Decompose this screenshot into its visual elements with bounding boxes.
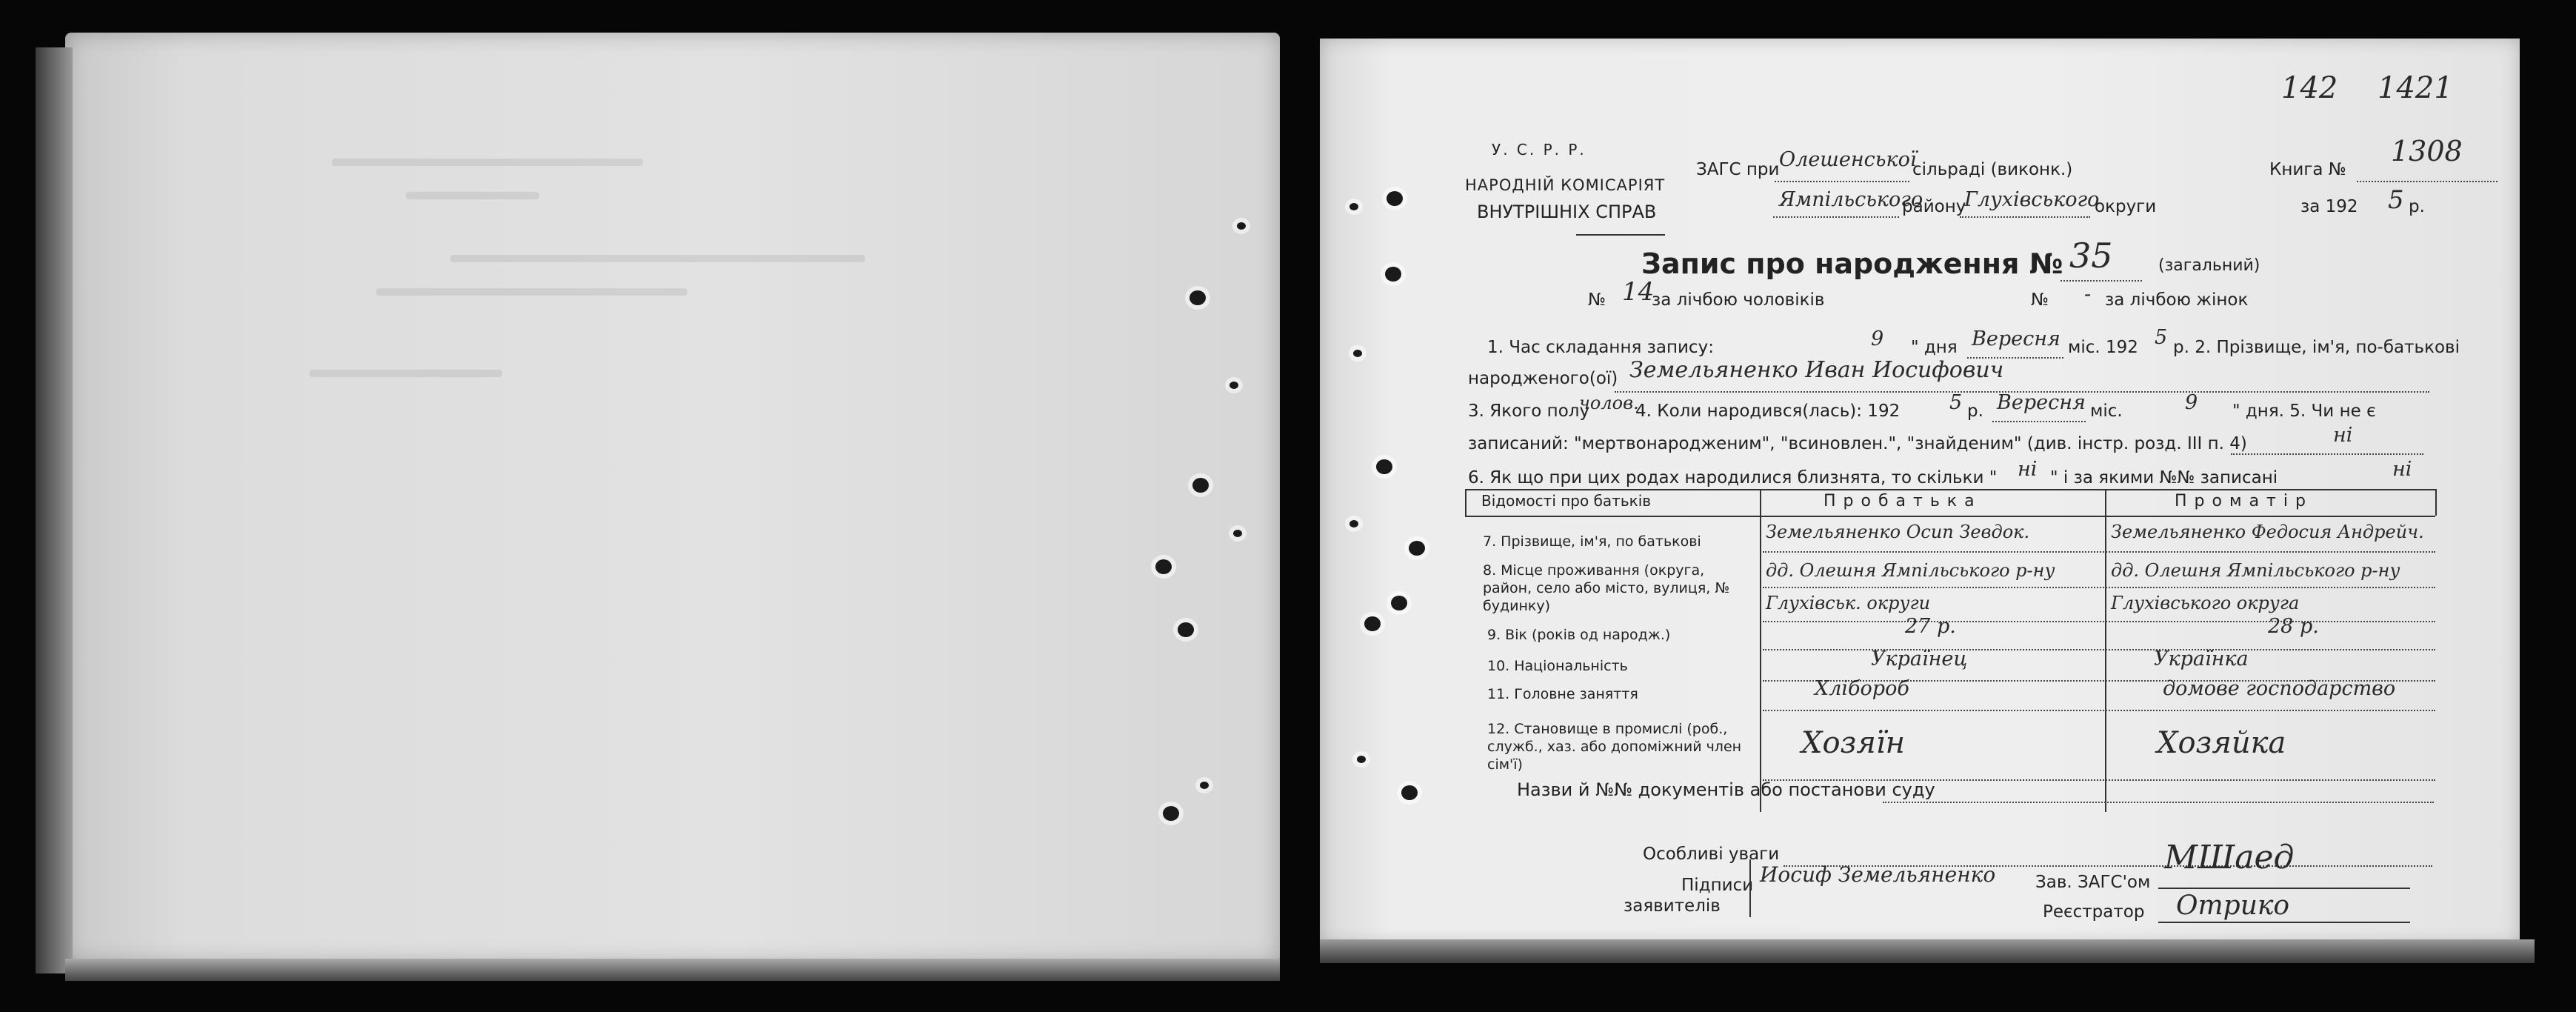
worm-hole (1189, 290, 1206, 305)
record-day: 9 (1871, 327, 1884, 350)
line3-year-suffix: р. (1967, 402, 1983, 421)
table-top-rule (1465, 489, 2435, 490)
mother-status: Хозяйка (2157, 726, 2286, 760)
worm-hole (1163, 806, 1179, 821)
twins-count: ні (2018, 458, 2038, 481)
commissariat-line2: ВНУТРІШНІХ СПРАВ (1477, 202, 1657, 222)
worm-hole (1376, 459, 1392, 474)
bleed-through-text (406, 192, 539, 199)
worm-hole (1178, 622, 1194, 637)
line3-day-label: " дня. 5. Чи не є (2232, 402, 2376, 421)
record-month: Вересня (1972, 327, 2061, 350)
birth-record-form (1320, 39, 2520, 944)
row-underline (1763, 621, 2435, 622)
worm-hole (1353, 350, 1362, 357)
female-count-number: - (2084, 283, 2092, 306)
line1-day-label: " дня (1911, 338, 1958, 357)
worm-hole (1401, 785, 1418, 800)
table-col-divider-2 (2105, 489, 2106, 812)
table-header-info: Відомості про батьків (1481, 492, 1652, 510)
line2-label: народженого(ої) (1468, 369, 1618, 388)
record-general: (загальний) (2158, 256, 2260, 275)
table-header-mother: Проматір (2175, 492, 2313, 510)
signatures-label: Підписи (1681, 876, 1754, 895)
village-suffix: сільраді (виконк.) (1912, 160, 2073, 179)
worm-hole (1349, 203, 1358, 210)
row-label-age: 9. Вік (років од народж.) (1487, 627, 1671, 643)
male-prefix: № (1588, 290, 1606, 310)
father-residence: дд. Олешня Ямпільського р-ну Глухівськ. округи (1766, 560, 2055, 613)
worm-hole (1385, 267, 1401, 282)
male-count-number: 14 (1622, 277, 1655, 307)
line4-label: записаний: "мертвонародженим", "всиновлен.", "знайденим" (див. інстр. розд. III п. 4) (1468, 434, 2247, 453)
okruh-name: Глухівського (1964, 188, 2100, 211)
head-signature: МШаед (2164, 839, 2295, 876)
line1-name-label: р. 2. Прізвище, ім'я, по-батькові (2173, 338, 2460, 357)
row-label-residence: 8. Місце проживання (округа, район, село або місто, вулиця, № будинку) (1483, 562, 1730, 614)
raion-underline (1773, 216, 1899, 218)
mother-age: 28 р. (2268, 615, 2319, 638)
village-underline (1775, 181, 1909, 182)
birth-day: 9 (2185, 391, 2198, 414)
record-number-underline (2061, 280, 2142, 282)
bleed-through-text (310, 370, 502, 377)
declarants-label: заявителів (1624, 896, 1721, 916)
table-col-divider-1 (1760, 489, 1761, 812)
head-signature-line (2158, 888, 2410, 889)
line5-registered-label: " і за якими №№ записані (2050, 468, 2278, 487)
bleed-through-text (450, 255, 865, 262)
worm-hole (1364, 616, 1381, 631)
ussr-label: У. С. Р. Р. (1492, 141, 1586, 159)
mother-name: Земельяненко Федосия Андрейч. (2111, 522, 2424, 542)
female-count-label: за лічбою жінок (2105, 290, 2249, 310)
row-label-occupation: 11. Головне заняття (1487, 686, 1638, 702)
worm-hole (1237, 222, 1246, 230)
worm-hole (1391, 596, 1407, 610)
left-page-bottom-edge (65, 959, 1280, 981)
line3-sex-label: 3. Якого полу (1468, 402, 1590, 421)
year-digit: 5 (2388, 185, 2404, 215)
stillborn-underline (2231, 453, 2423, 455)
line3-month-label: міс. (2090, 402, 2123, 421)
left-page (65, 33, 1280, 963)
corner-number-1: 142 (2281, 71, 2338, 105)
row-label-status: 12. Становище в промислі (роб., служб., хаз. або допоміжний член сім'ї) (1487, 721, 1742, 773)
birth-month-underline (1992, 421, 2086, 422)
line1-label: 1. Час складання запису: (1487, 338, 1714, 357)
table-header-rule (1465, 516, 2435, 517)
table-right-rule (2435, 489, 2437, 516)
row-underline (1763, 551, 2435, 553)
mother-residence: дд. Олешня Ямпільського р-ну Глухівського округа (2111, 560, 2400, 613)
worm-hole (1349, 520, 1358, 527)
registrar-signature-line (2158, 922, 2410, 923)
year-suffix: р. (2409, 197, 2425, 216)
table-left-rule (1465, 489, 1466, 516)
line5-label: 6. Як що при цих родах народилися близнята, то скільки " (1468, 468, 1998, 487)
stillborn-answer: ні (2333, 424, 2353, 447)
documents-underline (1883, 802, 2434, 803)
row-label-nationality: 10. Національність (1487, 658, 1628, 674)
father-occupation: Хлібороб (1815, 677, 1909, 700)
book-number: 1308 (2391, 135, 2463, 167)
twins-registered: ні (2392, 458, 2412, 481)
worm-hole (1409, 541, 1425, 556)
registrar-signature: Отрико (2176, 891, 2290, 921)
village-name: Олешенської (1779, 148, 1917, 171)
record-title: Запис про народження № (1641, 247, 2063, 280)
line3-born-label: 4. Коли народився(лась): 192 (1635, 402, 1901, 421)
registrar-label: Реєстратор (2043, 902, 2145, 922)
worm-hole (1357, 756, 1366, 763)
table-header-father: Пробатька (1823, 492, 1982, 510)
year-prefix: за 192 (2300, 197, 2358, 216)
child-name: Земельяненко Иван Иосифович (1629, 357, 2004, 383)
worm-hole (1155, 559, 1172, 574)
worm-hole (1387, 191, 1403, 206)
record-year-digit: 5 (2155, 326, 2168, 349)
book-underline (2357, 181, 2497, 182)
child-sex: чолов. (1579, 393, 1639, 413)
worm-hole (1192, 478, 1209, 493)
head-label: Зав. ЗАГС'ом (2035, 873, 2151, 892)
worm-hole (1233, 530, 1242, 537)
row-underline (1763, 587, 2435, 588)
father-name: Земельяненко Осип Зевдок. (1766, 522, 2030, 542)
bleed-through-text (376, 288, 687, 296)
documents-label: Назви й №№ документів або постанови суду (1517, 779, 1935, 800)
book-label: Книга № (2269, 160, 2346, 179)
line1-month-label: міс. 192 (2068, 338, 2138, 357)
corner-number-2: 1421 (2378, 71, 2453, 105)
male-count-label: за лічбою чоловіків (1652, 290, 1825, 310)
female-prefix: № (2031, 290, 2049, 310)
father-nationality: Українец (1871, 648, 1968, 670)
bleed-through-text (332, 159, 643, 166)
mother-occupation: домове господарство (2163, 677, 2396, 700)
mother-nationality: Українка (2154, 648, 2249, 670)
right-page-bottom-edge (1320, 939, 2535, 963)
raion-suffix: району (1902, 197, 1966, 216)
worm-hole (1200, 782, 1209, 789)
father-age: 27 р. (1905, 615, 1956, 638)
father-status: Хозяїн (1801, 726, 1905, 760)
left-page-edge (36, 47, 73, 973)
raion-name: Ямпільського (1779, 188, 1923, 211)
okruh-suffix: округи (2095, 197, 2157, 216)
birth-month: Вересня (1997, 391, 2086, 414)
record-number: 35 (2069, 236, 2113, 276)
special-notes-label: Особливі уваги (1643, 845, 1780, 864)
row-label-surname: 7. Прізвище, ім'я, по батькові (1483, 533, 1701, 550)
row-underline (1763, 649, 2435, 650)
birth-year-digit: 5 (1949, 391, 1963, 414)
worm-hole (1229, 382, 1238, 389)
zags-prefix: ЗАГС при (1696, 160, 1780, 179)
okruh-underline (1960, 216, 2090, 218)
declarant-signature: Иосиф Земельяненко (1760, 862, 1996, 887)
signature-bracket (1749, 859, 1751, 917)
commissariat-line1: НАРОДНІЙ КОМІСАРІЯТ (1465, 176, 1666, 194)
row-underline (1763, 710, 2435, 711)
header-rule (1576, 234, 1665, 236)
